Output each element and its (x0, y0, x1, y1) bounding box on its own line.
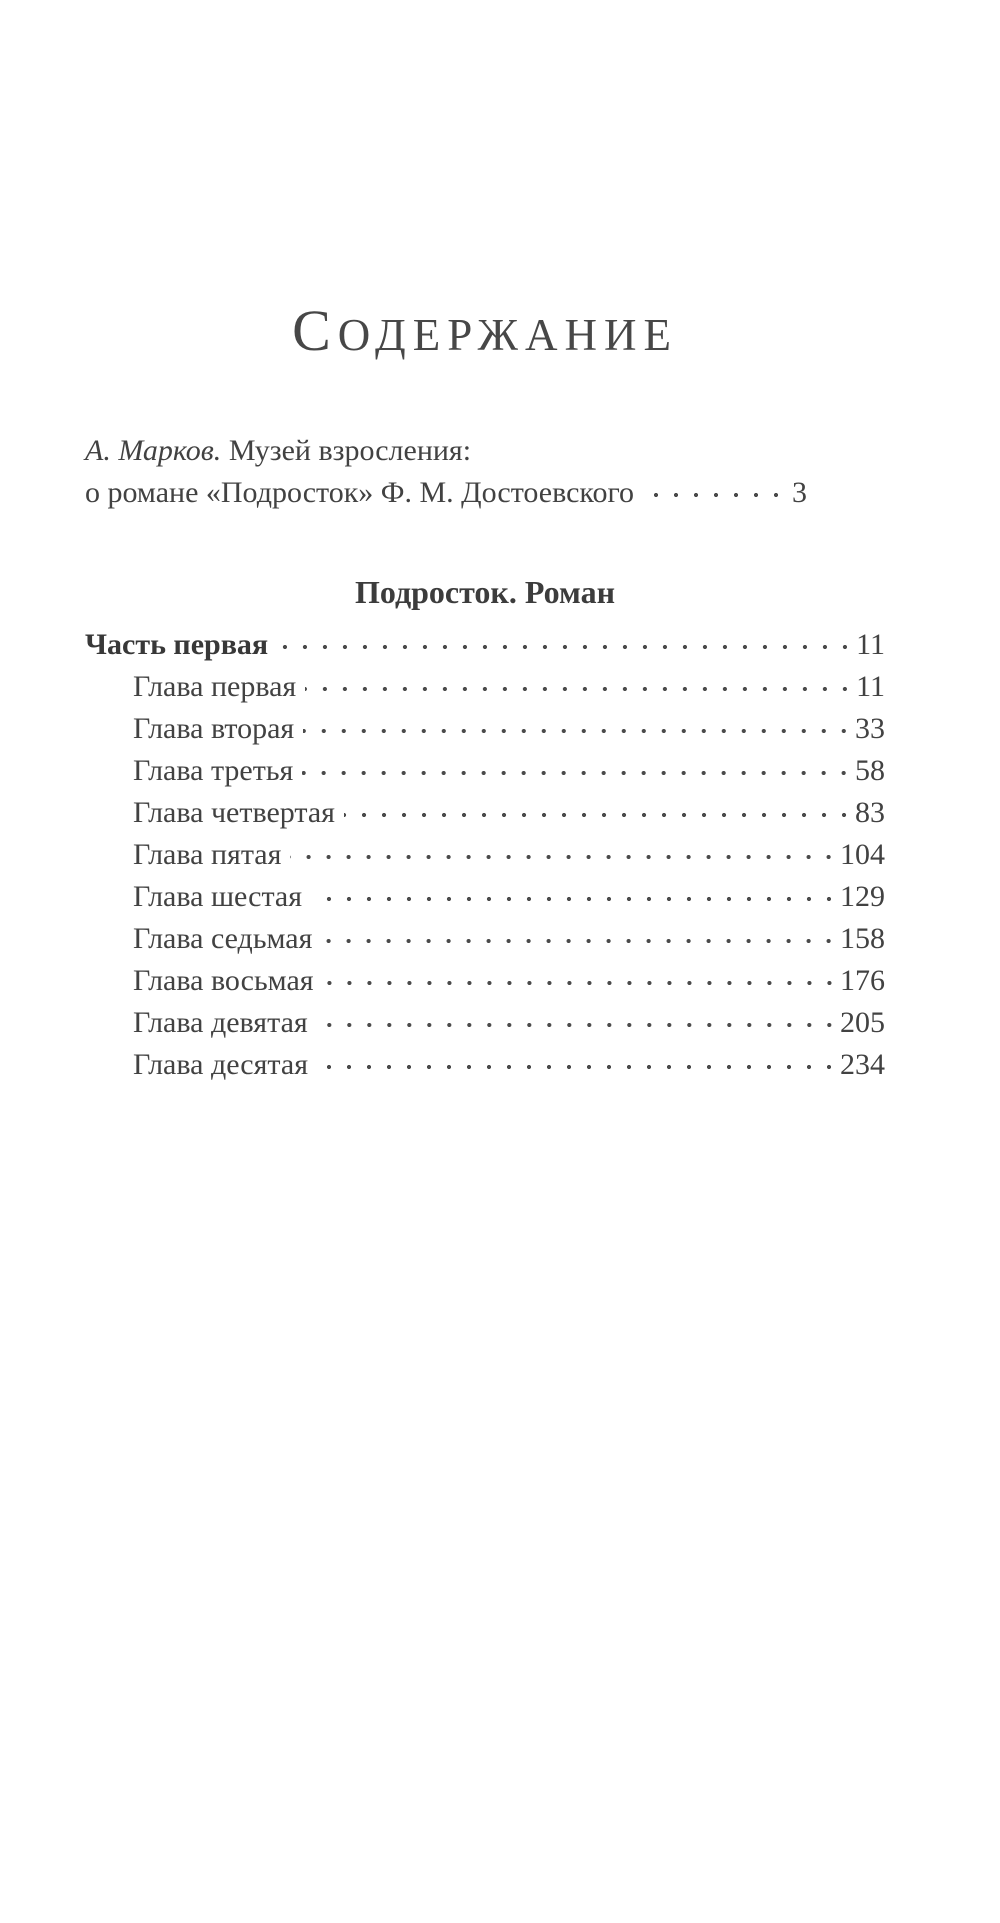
toc-row (85, 1002, 885, 1044)
intro-page-number: 3 (792, 475, 808, 509)
dot-leader (317, 1002, 839, 1044)
toc-page-number: 11 (856, 627, 885, 661)
table-of-contents (85, 624, 885, 1086)
dot-leader (344, 792, 854, 834)
dot-leader (290, 834, 839, 876)
book-page (0, 296, 1000, 1923)
dot-leader (305, 666, 855, 708)
toc-page-number: 158 (840, 921, 885, 955)
toc-page-number: 205 (840, 1005, 885, 1039)
dot-leader (303, 708, 854, 750)
toc-page-number: 104 (840, 837, 885, 871)
dot-leader (277, 624, 855, 666)
toc-row (85, 834, 885, 876)
toc-page-number: 129 (840, 879, 885, 913)
toc-entry-label: Глава пятая (133, 837, 282, 871)
toc-entry-label: Глава седьмая (133, 921, 313, 955)
toc-page-number: 176 (840, 963, 885, 997)
toc-row (85, 792, 885, 834)
toc-entry-label: Глава четвертая (133, 795, 335, 829)
toc-entry-label: Часть первая (85, 627, 269, 661)
toc-page-number: 33 (855, 711, 885, 745)
toc-row (85, 960, 885, 1002)
toc-entry-label: Глава девятая (133, 1005, 308, 1039)
toc-row (85, 918, 885, 960)
dot-leader (311, 876, 839, 918)
toc-page-number: 58 (855, 753, 885, 787)
toc-entry-label: Глава десятая (133, 1047, 308, 1081)
toc-row (85, 708, 885, 750)
intro-essay-subtitle: о романе «Подросток» Ф. М. Достоевского (85, 475, 635, 509)
toc-page-number: 11 (856, 669, 885, 703)
section-title: Подросток. Роман (354, 573, 616, 610)
intro-entry (85, 430, 885, 514)
intro-line-1 (85, 430, 885, 472)
dot-leader (646, 472, 786, 514)
toc-row (85, 750, 885, 792)
dot-leader (302, 750, 854, 792)
page-title: СОДЕРЖАНИЕ (292, 298, 678, 363)
toc-entry-label: Глава первая (133, 669, 297, 703)
toc-row (85, 624, 885, 666)
dot-leader (317, 1044, 839, 1086)
dot-leader (323, 960, 839, 1002)
intro-essay-title: Музей взросления: (228, 433, 472, 467)
intro-line-2 (85, 472, 885, 514)
toc-entry-label: Глава шестая (133, 879, 303, 913)
toc-page-number: 234 (840, 1047, 885, 1081)
dot-leader (321, 918, 839, 960)
toc-page-number: 83 (855, 795, 885, 829)
intro-author: А. Марков. (85, 433, 222, 467)
toc-entry-label: Глава третья (133, 753, 294, 787)
toc-row (85, 876, 885, 918)
toc-row (85, 666, 885, 708)
toc-entry-label: Глава восьмая (133, 963, 314, 997)
toc-entry-label: Глава вторая (133, 711, 295, 745)
toc-row (85, 1044, 885, 1086)
